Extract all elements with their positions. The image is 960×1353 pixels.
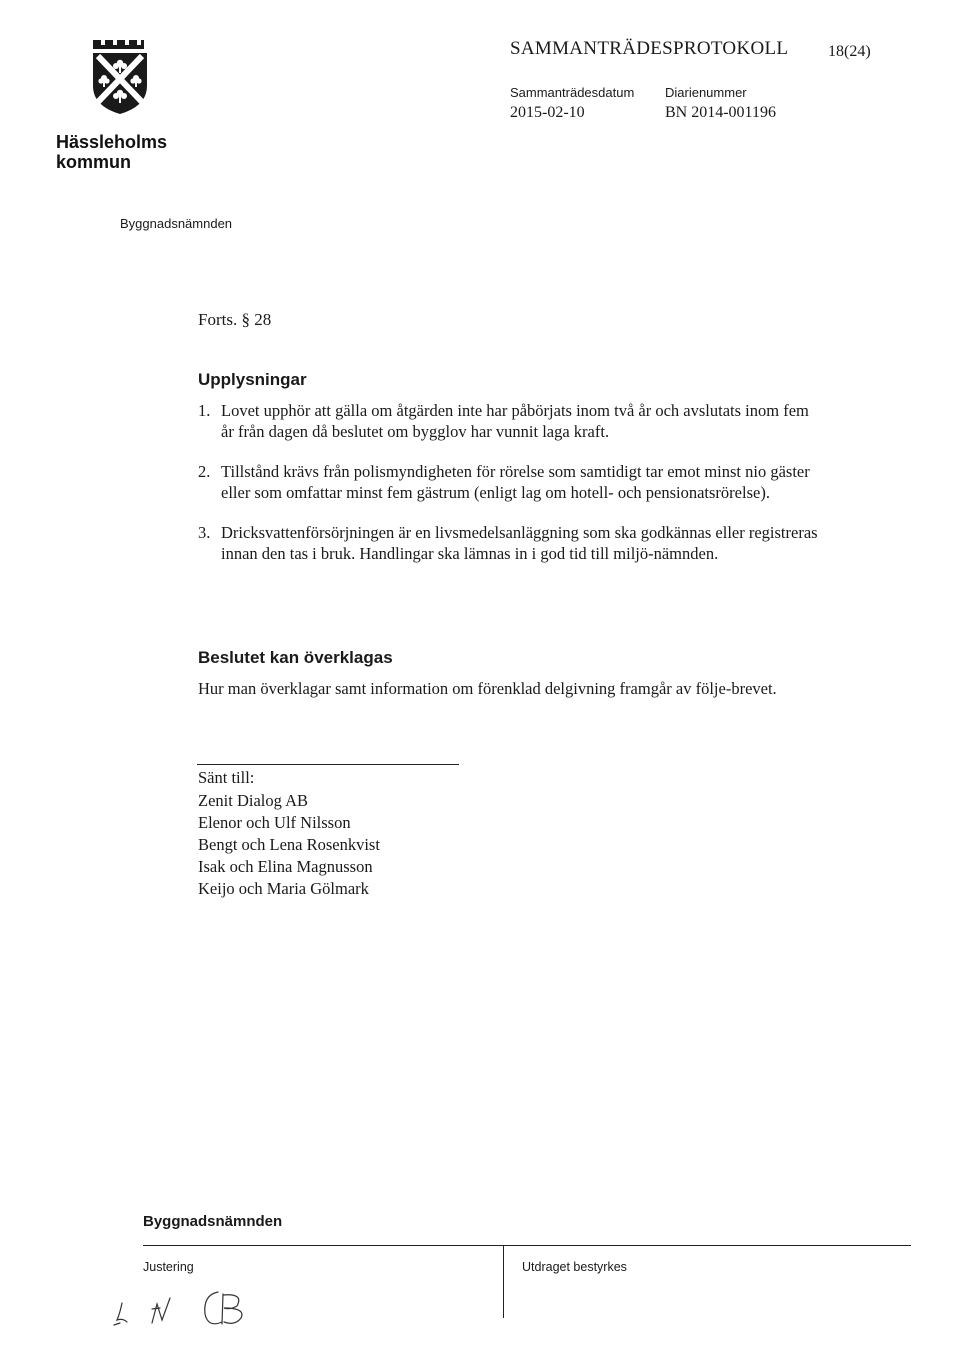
signature-initials-icon (100, 1278, 270, 1338)
committee-name: Byggnadsnämnden (120, 216, 233, 231)
sent-to-label: Sänt till: (198, 768, 255, 787)
recipient-list (198, 790, 380, 900)
section-reference: Forts. § 28 (198, 310, 272, 329)
extract-certified-label: Utdraget bestyrkes (522, 1260, 627, 1274)
recipient: Keijo och Maria Gölmark (198, 879, 369, 898)
meeting-date-label: Sammanträdesdatum (510, 85, 635, 100)
info-item-text: Tillstånd krävs från polismyndigheten för rörelse som samtidigt tar emot minst nio gäster eller som omfattar minst fem gästrum (enligt lag om hotell- och pensionatsrörelse). (221, 462, 810, 502)
info-item-text: Lovet upphör att gälla om åtgärden inte har påbörjats inom två år och avslutats inom fem år från dagen då beslutet om bygglov har vunnit laga kraft. (221, 401, 809, 441)
organization-name-line1: Hässleholms (56, 132, 168, 152)
recipient: Elenor och Ulf Nilsson (198, 813, 351, 832)
info-item-text: Dricksvattenförsörjningen är en livsmedelsanläggning som ska godkännas eller registreras innan den tas i bruk. Handlingar ska lämnas in i god tid till miljö-nämnden. (221, 523, 818, 563)
organization-name-line2: kommun (56, 152, 132, 172)
info-item (198, 400, 818, 442)
organization-name (56, 132, 167, 172)
info-list (198, 400, 818, 583)
recipient: Zenit Dialog AB (198, 791, 308, 810)
info-item-number: 3. (198, 523, 211, 542)
diary-number: BN 2014-001196 (665, 104, 776, 121)
recipients-divider (197, 764, 459, 765)
page-number: 18(24) (828, 43, 871, 60)
footer-committee-name: Byggnadsnämnden (143, 1213, 283, 1230)
info-item-number: 2. (198, 462, 211, 481)
info-heading: Upplysningar (198, 370, 307, 389)
appeal-text: Hur man överklagar samt information om förenklad delgivning framgår av följe-brevet. (198, 679, 777, 698)
footer-divider (143, 1245, 911, 1246)
info-item (198, 461, 818, 503)
info-item (198, 522, 818, 564)
document-title: SAMMANTRÄDESPROTOKOLL (510, 38, 789, 59)
recipient: Bengt och Lena Rosenkvist (198, 835, 380, 854)
appeal-heading: Beslutet kan överklagas (198, 648, 393, 667)
footer-column-divider (503, 1245, 504, 1318)
recipient: Isak och Elina Magnusson (198, 857, 373, 876)
diary-number-label: Diarienummer (665, 85, 747, 100)
coat-of-arms-icon (90, 36, 150, 116)
meeting-date: 2015-02-10 (510, 104, 585, 121)
info-item-number: 1. (198, 401, 211, 420)
justering-label: Justering (143, 1260, 194, 1274)
